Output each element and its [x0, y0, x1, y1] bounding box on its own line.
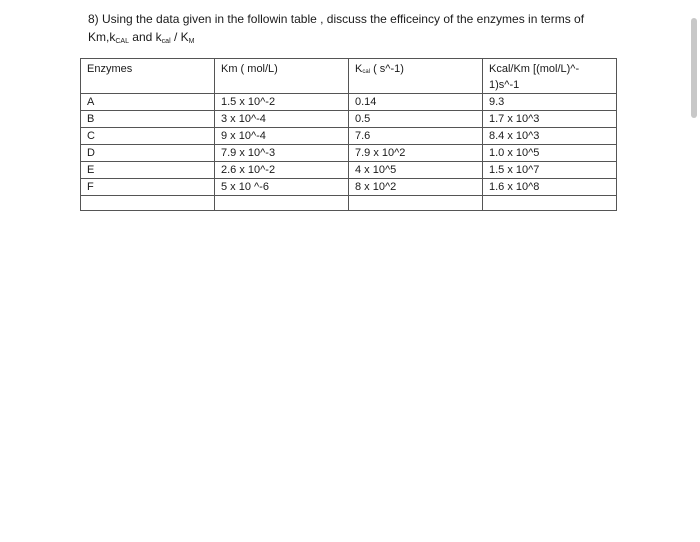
header-km: Km ( mol/L) [215, 59, 349, 94]
cell-km: 9 x 10^-4 [215, 128, 349, 145]
cell-ratio: 1.6 x 10^8 [483, 179, 617, 196]
question-ratio-text: / K [170, 30, 189, 44]
cell-kcal: 7.6 [349, 128, 483, 145]
cell-enzyme: B [81, 111, 215, 128]
question-km-text: Km,k [88, 30, 116, 44]
table-row-empty [81, 196, 617, 211]
cell-kcal: 4 x 10^5 [349, 162, 483, 179]
enzyme-table [80, 58, 617, 211]
question-line-2 [88, 28, 648, 51]
table-header-row [81, 59, 617, 94]
header-ratio-line-2: 1)s^-1 [489, 79, 520, 91]
cell-km: 2.6 x 10^-2 [215, 162, 349, 179]
cell-empty [81, 196, 215, 211]
header-enzymes: Enzymes [81, 59, 215, 94]
question-line-1: 8) Using the data given in the followin table , discuss the efficeincy of the enzymes in terms of [88, 12, 585, 26]
cell-km: 3 x 10^-4 [215, 111, 349, 128]
cell-kcal: 0.5 [349, 111, 483, 128]
cell-kcal: 8 x 10^2 [349, 179, 483, 196]
cell-km: 7.9 x 10^-3 [215, 145, 349, 162]
header-ratio-line-1: Kcal/Km [(mol/L)^- [489, 63, 580, 75]
header-kcal-unit: ( s^-1) [370, 63, 404, 75]
table-row [81, 179, 617, 196]
question-kcal-subscript-2: cal [161, 38, 171, 45]
cell-km: 1.5 x 10^-2 [215, 94, 349, 111]
vertical-scrollbar[interactable] [691, 18, 697, 118]
cell-ratio: 9.3 [483, 94, 617, 111]
question-and-text: and k [128, 30, 162, 44]
question-text [88, 10, 648, 51]
table-row [81, 162, 617, 179]
header-ratio [483, 59, 617, 94]
cell-enzyme: C [81, 128, 215, 145]
cell-ratio: 8.4 x 10^3 [483, 128, 617, 145]
header-kcal-subscript: cal [362, 69, 371, 75]
header-kcal [349, 59, 483, 94]
cell-empty [483, 196, 617, 211]
header-kcal-main: K [355, 63, 363, 75]
table-row [81, 94, 617, 111]
table-row [81, 145, 617, 162]
question-kcal-subscript: CAL [115, 38, 129, 45]
cell-enzyme: A [81, 94, 215, 111]
cell-empty [349, 196, 483, 211]
cell-empty [215, 196, 349, 211]
cell-kcal: 7.9 x 10^2 [349, 145, 483, 162]
table-row [81, 111, 617, 128]
cell-ratio: 1.5 x 10^7 [483, 162, 617, 179]
cell-km: 5 x 10 ^-6 [215, 179, 349, 196]
cell-ratio: 1.0 x 10^5 [483, 145, 617, 162]
cell-enzyme: F [81, 179, 215, 196]
table-row [81, 128, 617, 145]
cell-kcal: 0.14 [349, 94, 483, 111]
cell-enzyme: E [81, 162, 215, 179]
cell-ratio: 1.7 x 10^3 [483, 111, 617, 128]
question-km-subscript: M [188, 38, 195, 45]
cell-enzyme: D [81, 145, 215, 162]
